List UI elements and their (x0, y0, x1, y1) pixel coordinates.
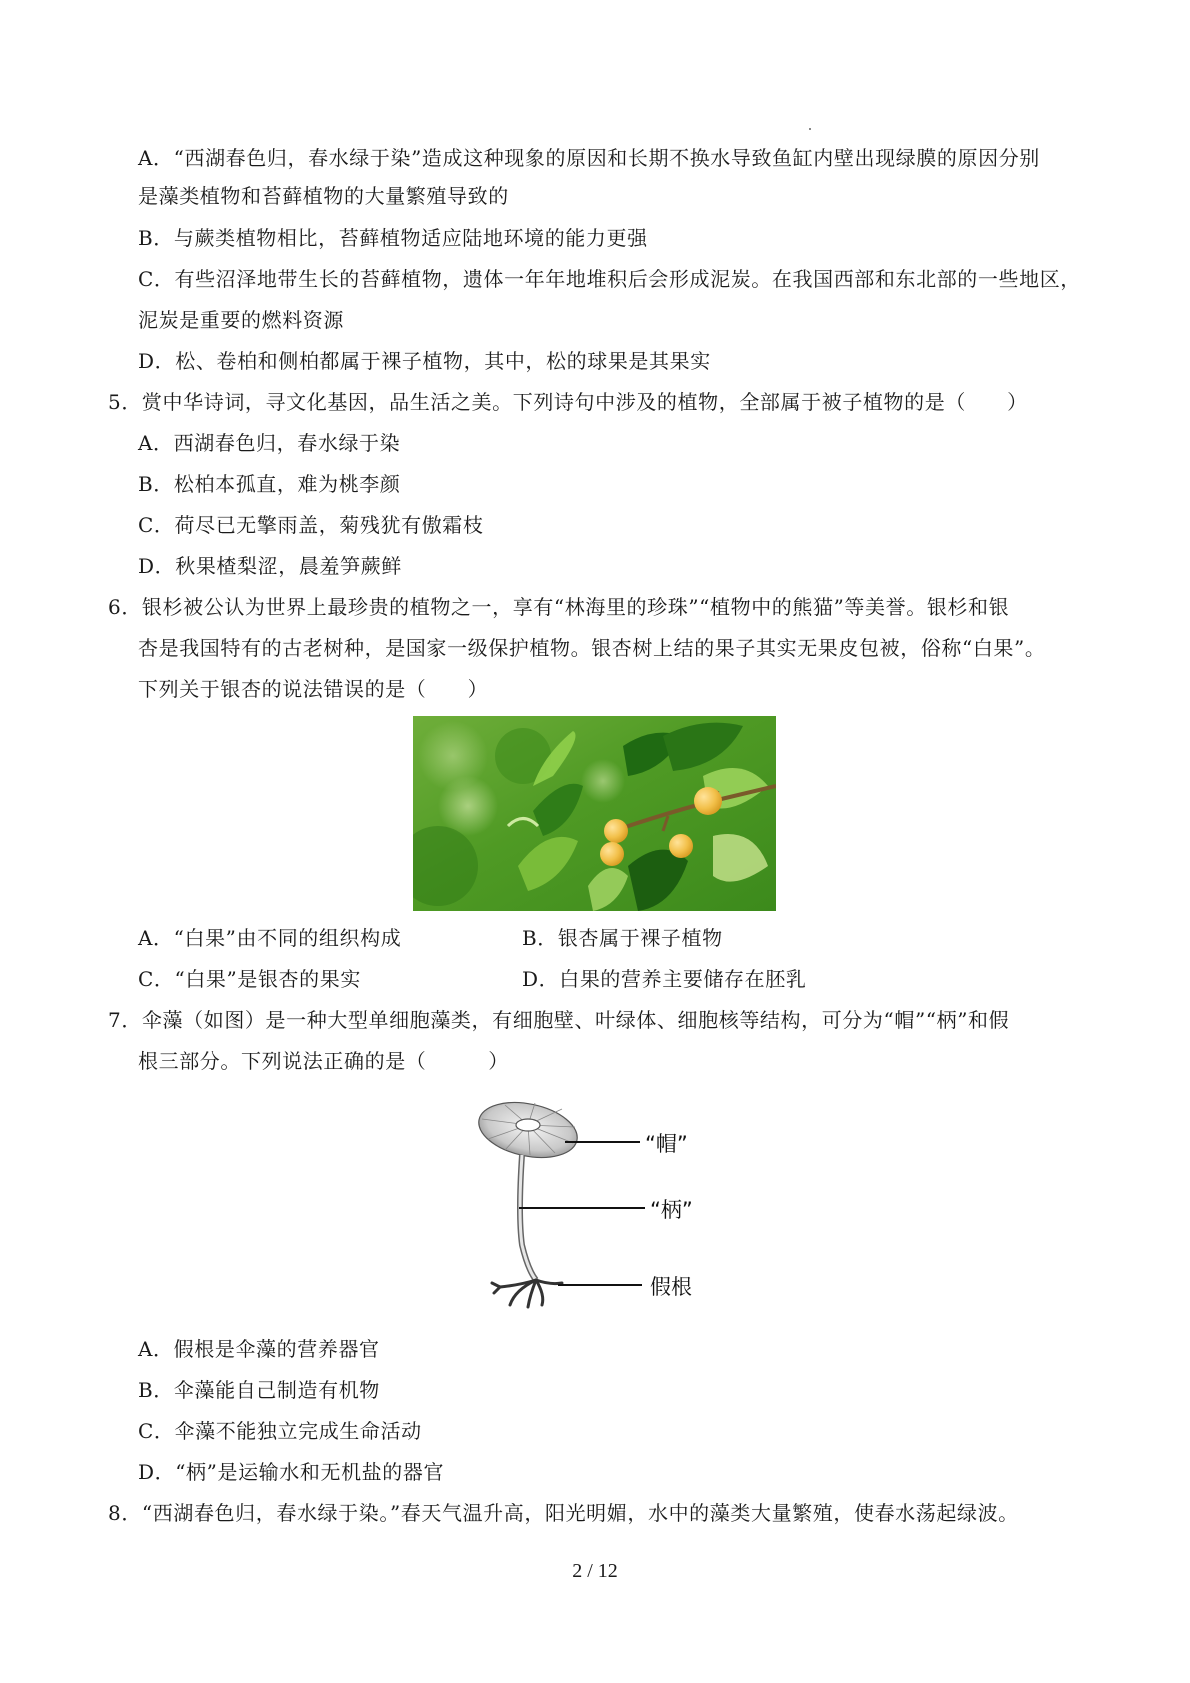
q7-stem-line1: 7．伞藻（如图）是一种大型单细胞藻类，有细胞壁、叶绿体、细胞核等结构，可分为“帽”“柄”和假 (108, 1008, 1010, 1032)
q5-option-a: A．西湖春色归，春水绿于染 (138, 431, 401, 455)
q4-option-c-line2: 泥炭是重要的燃料资源 (138, 308, 344, 332)
q5-option-d: D．秋果楂梨涩，晨羞笋蕨鲜 (138, 554, 402, 578)
q6-stem-line1: 6．银杉被公认为世界上最珍贵的植物之一，享有“林海里的珍珠”“植物中的熊猫”等美誉。银杉和银 (108, 595, 1010, 619)
q6-option-a: A．“白果”由不同的组织构成 (138, 926, 402, 950)
q5-option-b: B．松柏本孤直，难为桃李颜 (138, 472, 401, 496)
q7-option-a: A．假根是伞藻的营养器官 (138, 1337, 380, 1361)
rhizoid-label: 假根 (650, 1275, 692, 1299)
q6-option-c: C．“白果”是银杏的果实 (138, 967, 361, 991)
q6-stem-line3: 下列关于银杏的说法错误的是（ ） (138, 677, 489, 701)
q4-option-c-line1: C．有些沼泽地带生长的苔藓植物，遗体一年年地堆积后会形成泥炭。在我国西部和东北部的一些地区， (138, 267, 1081, 291)
q4-option-b: B．与蕨类植物相比，苔藓植物适应陆地环境的能力更强 (138, 226, 648, 250)
umbrella-algae-figure (470, 1095, 730, 1325)
ginkgo-photo (413, 716, 776, 911)
q7-option-b: B．伞藻能自己制造有机物 (138, 1378, 380, 1402)
q6-option-b: B．银杏属于裸子植物 (522, 926, 723, 950)
q7-stem-line2: 根三部分。下列说法正确的是（ ） (138, 1049, 509, 1073)
q5-stem: 5．赏中华诗词，寻文化基因，品生活之美。下列诗句中涉及的植物，全部属于被子植物的是（ ） (108, 390, 1028, 414)
q4-option-a-line2: 是藻类植物和苔藓植物的大量繁殖导致的 (138, 184, 509, 208)
q4-option-a-line1: A．“西湖春色归，春水绿于染”造成这种现象的原因和长期不换水导致鱼缸内壁出现绿膜的原因分别 (138, 146, 1040, 170)
q7-option-c: C．伞藻不能独立完成生命活动 (138, 1419, 422, 1443)
q4-option-d: D．松、卷柏和侧柏都属于裸子植物，其中，松的球果是其果实 (138, 349, 711, 373)
stray-dot (809, 128, 811, 130)
q6-stem-line2: 杏是我国特有的古老树种，是国家一级保护植物。银杏树上结的果子其实无果皮包被，俗称“白果”。 (138, 636, 1046, 660)
cap-label: “帽” (645, 1132, 688, 1156)
q5-option-c: C．荷尽已无擎雨盖，菊残犹有傲霜枝 (138, 513, 484, 537)
page-number: 2 / 12 (572, 1560, 618, 1582)
q7-option-d: D．“柄”是运输水和无机盐的器官 (138, 1460, 445, 1484)
q6-option-d: D．白果的营养主要储存在胚乳 (522, 967, 807, 991)
stalk-label: “柄” (650, 1198, 693, 1222)
q8-stem-line1: 8．“西湖春色归，春水绿于染。”春天气温升高，阳光明媚，水中的藻类大量繁殖，使春水荡起绿波。 (108, 1501, 1019, 1525)
